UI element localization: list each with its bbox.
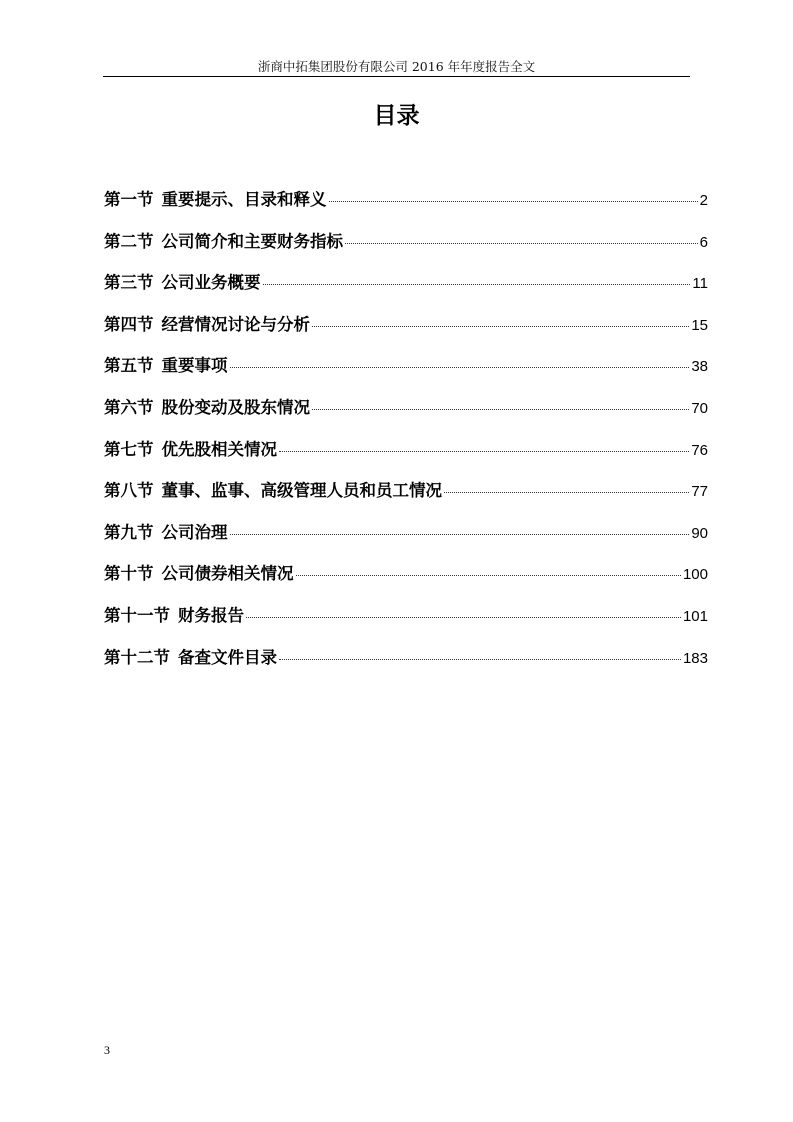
- toc-entry[interactable]: [104, 602, 708, 644]
- toc-page-number: 90: [691, 524, 708, 542]
- toc-page-number: 70: [691, 399, 708, 417]
- toc-entry-label: [104, 394, 310, 422]
- toc-page-number: 11: [692, 275, 708, 293]
- dot-leader: [329, 201, 698, 202]
- toc-entry-label: [104, 186, 327, 214]
- dot-leader: [312, 409, 689, 410]
- toc-page-number: 15: [691, 316, 708, 334]
- toc-section-number: 第十二节: [104, 647, 170, 667]
- toc-entry[interactable]: [104, 436, 708, 478]
- dot-leader: [345, 243, 698, 244]
- toc-section-title: 财务报告: [178, 605, 244, 625]
- toc-section-title: 优先股相关情况: [161, 439, 277, 459]
- toc-section-number: 第三节: [104, 273, 154, 293]
- page-title: 目录: [373, 103, 420, 129]
- toc-entry[interactable]: [104, 228, 708, 270]
- toc-entry[interactable]: [104, 394, 708, 436]
- toc-section-number: 第五节: [104, 356, 154, 376]
- dot-leader: [246, 617, 681, 618]
- toc-section-title: 公司治理: [161, 522, 228, 542]
- toc-entry-label: [104, 477, 442, 505]
- dot-leader: [444, 492, 689, 493]
- toc-entry-label: [104, 311, 310, 339]
- dot-leader: [230, 534, 690, 535]
- toc-section-number: 第十节: [104, 564, 154, 584]
- toc-section-number: 第六节: [104, 397, 154, 417]
- toc-section-title: 重要提示、目录和释义: [161, 190, 327, 209]
- toc-section-title: 公司债券相关情况: [161, 564, 294, 584]
- toc-entry[interactable]: [104, 519, 708, 561]
- toc-section-number: 第八节: [104, 481, 154, 501]
- toc-section-number: 第一节: [104, 190, 154, 209]
- toc-section-title: 公司业务概要: [161, 273, 261, 293]
- dot-leader: [263, 284, 691, 285]
- toc-page-number: 76: [691, 441, 708, 459]
- toc-section-number: 第四节: [104, 314, 154, 334]
- dot-leader: [230, 367, 690, 368]
- toc-page-number: 183: [682, 649, 708, 667]
- toc-entry-label: [104, 602, 244, 630]
- toc-section-number: 第九节: [104, 522, 154, 542]
- toc-entry-label: [104, 560, 294, 588]
- toc-entry-label: [104, 228, 343, 256]
- toc-entry[interactable]: [104, 644, 708, 686]
- toc-page-number: 38: [691, 358, 708, 376]
- toc-page-number: 100: [682, 566, 708, 584]
- toc-page-number: 101: [682, 607, 708, 625]
- dot-leader: [312, 326, 689, 327]
- toc-section-title: 董事、监事、高级管理人员和员工情况: [161, 481, 442, 501]
- toc-section-number: 第十一节: [104, 605, 170, 625]
- toc-entry[interactable]: [104, 352, 708, 394]
- toc-section-title: 股份变动及股东情况: [161, 397, 310, 417]
- toc-entry[interactable]: [104, 311, 708, 353]
- toc-entry[interactable]: [104, 269, 708, 311]
- toc-entry-label: [104, 352, 228, 380]
- toc-section-title: 经营情况讨论与分析: [161, 314, 310, 334]
- dot-leader: [279, 659, 681, 660]
- dot-leader: [279, 451, 689, 452]
- page-number: 3: [104, 1043, 110, 1057]
- toc-entry[interactable]: [104, 186, 708, 228]
- toc-entry[interactable]: [104, 477, 708, 519]
- toc-entry-label: [104, 519, 228, 547]
- table-of-contents: [104, 186, 708, 685]
- toc-section-title: 备查文件目录: [178, 647, 277, 667]
- running-header: 浙商中拓集团股份有限公司 2016 年年度报告全文: [103, 57, 690, 77]
- toc-entry-label: [104, 436, 277, 464]
- toc-section-title: 公司简介和主要财务指标: [161, 231, 343, 251]
- toc-page-number: 2: [699, 192, 708, 209]
- toc-entry-label: [104, 644, 277, 672]
- dot-leader: [296, 575, 681, 576]
- toc-section-title: 重要事项: [161, 356, 228, 376]
- toc-page-number: 6: [699, 233, 708, 251]
- toc-entry[interactable]: [104, 560, 708, 602]
- toc-entry-label: [104, 269, 261, 297]
- toc-section-number: 第七节: [104, 439, 154, 459]
- toc-section-number: 第二节: [104, 231, 154, 251]
- toc-page-number: 77: [691, 483, 708, 501]
